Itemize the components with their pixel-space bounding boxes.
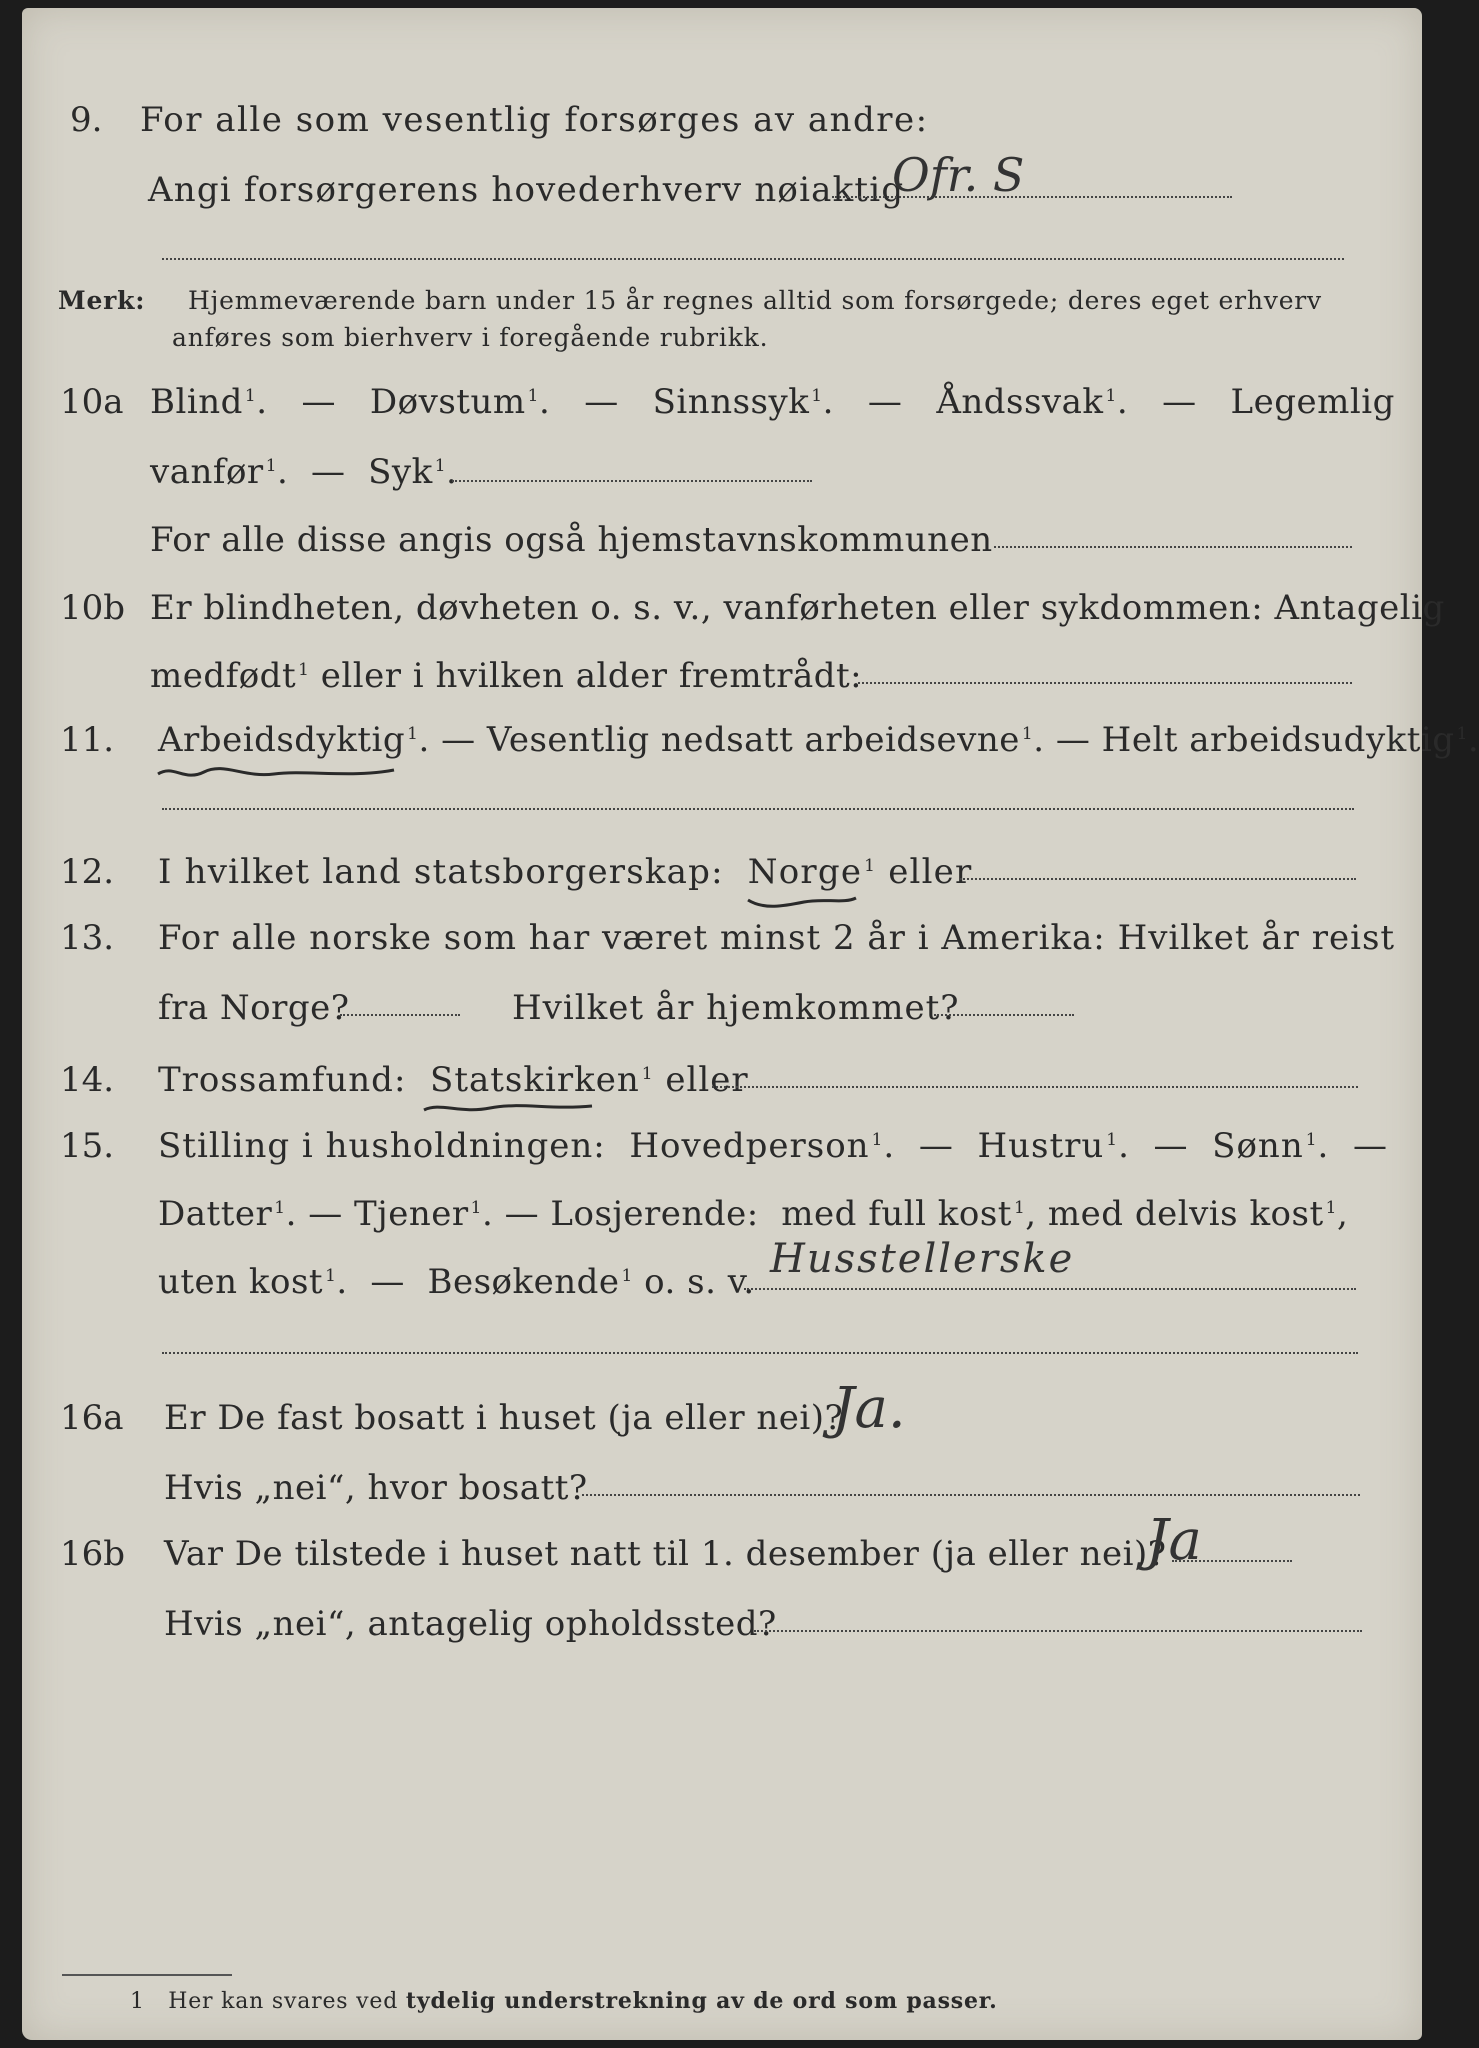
period: . [418,720,430,760]
q10a-hjemstavn-answer-line [994,546,1352,548]
underline-norge [744,892,864,914]
footnote-ref: 1 [1456,723,1468,744]
q14-eller: eller [665,1060,749,1100]
q10a-line3: For alle disse angis også hjemstavnskommunen [150,520,993,560]
q13-reist-answer-line [340,1014,460,1016]
q15-text: Stilling i husholdningen: [158,1126,606,1166]
q16b-handwritten-answer: Ja [1146,1508,1202,1573]
opt-losjerende: Losjerende: [550,1194,759,1234]
q9-line2: Angi forsørgerens hovederhverv nøiaktig [148,170,905,210]
q10b-line2-rest: eller i hvilken alder fremtrådt: [320,656,863,696]
footnote-ref: 1 [470,1197,482,1218]
q10b-answer-line [858,682,1352,684]
footnote-ref: 1 [871,1129,884,1150]
q15-line3 [158,1262,755,1302]
footnote-ref: 1 [407,723,419,744]
opt-hustru: Hustru [977,1126,1105,1166]
q15-handwritten-answer: Husstellerske [770,1236,1075,1282]
footnote-ref: 1 [274,1197,286,1218]
opt-sonn: Sønn [1212,1126,1304,1166]
q16a-handwritten-answer: Ja. [832,1376,906,1441]
opt-uten-kost: uten kost [158,1262,324,1302]
footnote-ref: 1 [641,1063,654,1084]
opt-full-kost: med full kost [781,1194,1012,1234]
opt-sinnssyk: Sinnssyk [652,382,810,422]
footnote-ref: 1 [244,385,257,406]
footnote-ref: 1 [621,1265,633,1286]
q9-second-answer-line [162,258,1344,260]
footnote-ref: 1 [265,455,278,476]
q15-osv: o. s. v. [644,1262,755,1302]
footnote-ref: 1 [1021,723,1034,744]
dash: — [310,452,346,492]
opt-andssvak: Åndssvak [936,382,1104,422]
q9-handwritten-answer: Ofr. S [892,148,1025,202]
q16b-number: 16b [60,1534,126,1574]
q13-hjemkommet-answer-line [934,1014,1074,1016]
opt-norge: Norge [747,852,863,892]
period: . [277,452,289,492]
q10a-line2 [150,452,457,492]
dash: — [1055,720,1091,760]
q15-number: 15. [60,1126,115,1166]
q15-line2: Datter $^1$. — Tjener $^1$. — Losjerende: med full kost $^1$, med delvis kost $^1$, [158,1194,1349,1234]
q12-number: 12. [60,852,115,892]
footnote-ref: 1 [1325,1197,1337,1218]
footnote-ref: 1 [811,385,823,406]
dash: — [1352,1126,1388,1166]
q12-eller: eller [888,852,973,892]
footnote-rule [62,1974,232,1976]
opt-delvis-kost: med delvis kost [1047,1194,1324,1234]
opt-besokende: Besøkende [427,1262,620,1302]
period: . [481,1194,494,1234]
q13-line1: For alle norske som har været minst 2 år i Amerika: Hvilket år reist [158,918,1396,958]
q10a-syk-answer-line [452,480,812,482]
q12-line [158,852,972,892]
footnote-text2: tydelig understrekning av de ord som passer. [405,1988,998,2014]
opt-dovstum: Døvstum [369,382,526,422]
opt-vanfor: vanfør [150,452,264,492]
underline-arbeidsdyktig [154,760,404,784]
q14-answer-line [712,1086,1358,1088]
q10b-line1: Er blindheten, døvheten o. s. v., vanførheten eller sykdommen: Antagelig [150,588,1445,628]
period: . [1317,1126,1330,1166]
q13-line2b: Hvilket år hjemkommet? [512,988,960,1028]
opt-syk: Syk [368,452,433,492]
period: . [822,382,834,422]
q15-answer-line [744,1288,1356,1290]
footnote-ref: 1 [1013,1197,1026,1218]
q16b-line1: Var De tilstede i huset natt til 1. desember (ja eller nei)? [164,1534,1167,1574]
q14-line [158,1060,749,1100]
q10a-line1 [150,382,1395,422]
dash: — [370,1262,405,1302]
q9-number: 9. [70,100,103,140]
dash: — [1153,1126,1189,1166]
q12-text: I hvilket land statsborgerskap: [158,852,724,892]
period: . [1116,382,1129,422]
q16a-answer-line [582,1494,1360,1496]
opt-medfodt: medfødt [150,656,297,696]
merk-line1: Hjemmeværende barn under 15 år regnes alltid som forsørgede; deres eget erhverv [188,286,1322,315]
period: . [256,382,268,422]
footnote [130,1988,998,2014]
footnote-ref: 1 [298,659,310,680]
merk-label: Merk: [58,286,146,315]
period: . [336,1262,348,1302]
dash: — [441,720,476,760]
footnote-ref: 1 [1105,385,1117,406]
q9-line1: For alle som vesentlig forsørges av andre: [140,100,929,140]
q16b-answer-line [1172,1560,1292,1562]
opt-legemlig: Legemlig [1230,382,1395,422]
footnote-ref: 1 [1305,1129,1318,1150]
q16a-line1: Er De fast bosatt i huset (ja eller nei)? [164,1398,844,1438]
dash: — [867,382,903,422]
q16a-number: 16a [60,1398,124,1438]
merk-line2: anføres som bierhverv i foregående rubrikk. [172,323,769,352]
period: . [883,1126,896,1166]
footnote-ref: 1 [527,385,539,406]
q11-answer-line [162,808,1354,810]
opt-arbeidsdyktig: Arbeidsdyktig [158,720,406,760]
q15-second-answer-line [162,1352,1358,1354]
opt-hovedperson: Hovedperson [629,1126,870,1166]
dash: — [301,382,336,422]
q15-line1 [158,1126,1388,1166]
period: . [1467,720,1479,760]
q16b-line2: Hvis „nei“, antagelig opholdssted? [164,1604,777,1644]
q14-text: Trossamfund: [158,1060,407,1100]
opt-helt-arbeidsudyktig: Helt arbeidsudyktig [1101,720,1455,760]
q13-number: 13. [60,918,115,958]
q16a-line2: Hvis „nei“, hvor bosatt? [164,1468,588,1508]
q11-line [158,720,1479,760]
footnote-ref: 1 [864,855,877,876]
dash: — [1162,382,1197,422]
opt-datter: Datter [158,1194,273,1234]
q10b-line2 [150,656,862,696]
dash: — [584,382,619,422]
footnote-text1: Her kan svares ved [168,1989,406,2014]
underline-statskirken [420,1098,600,1120]
opt-vesentlig-nedsatt: Vesentlig nedsatt arbeidsevne [486,720,1020,760]
period: . [285,1194,297,1234]
dash: — [918,1126,954,1166]
dash: — [504,1194,540,1234]
census-form-page [22,8,1479,2040]
q12-answer-line [960,878,1356,880]
dash: — [308,1194,343,1234]
period: . [1033,720,1045,760]
period: . [1118,1126,1130,1166]
q10a-number: 10a [60,382,124,422]
opt-tjener: Tjener [354,1194,469,1234]
footnote-mark: 1 [130,1989,145,2014]
q13-line2a: fra Norge? [158,988,350,1028]
period: . [446,452,458,492]
q11-number: 11. [60,720,115,760]
q10b-number: 10b [60,588,126,628]
opt-statskirken: Statskirken [430,1060,640,1100]
footnote-ref: 1 [325,1265,337,1286]
q16b-opholdssted-answer-line [754,1630,1362,1632]
period: . [538,382,551,422]
q14-number: 14. [60,1060,115,1100]
footnote-ref: 1 [1106,1129,1119,1150]
opt-blind: Blind [150,382,243,422]
footnote-ref: 1 [434,455,447,476]
